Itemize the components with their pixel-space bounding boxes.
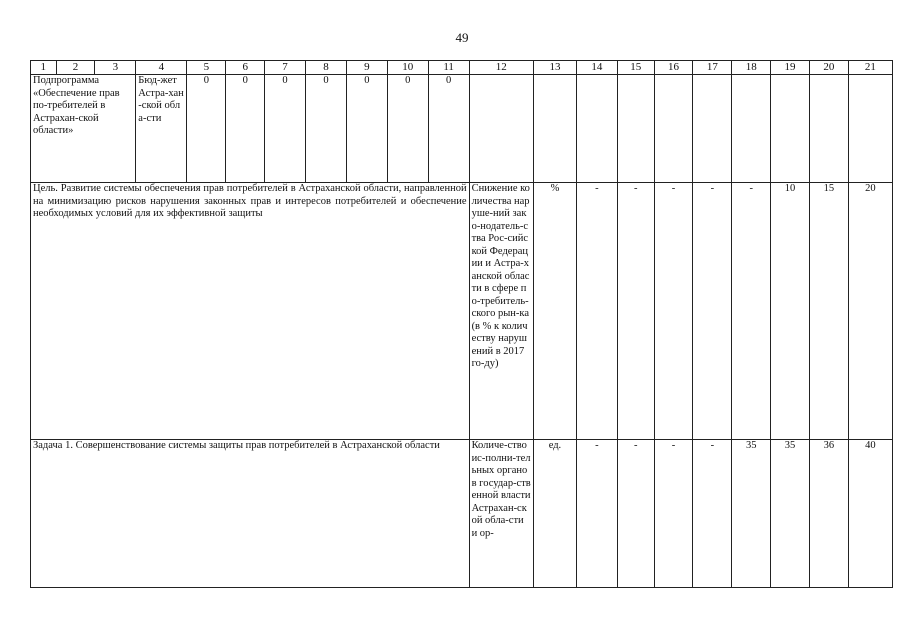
column-header: 14: [576, 61, 617, 75]
column-header: 20: [809, 61, 848, 75]
column-header: 10: [387, 61, 428, 75]
value-cell: 0: [265, 75, 306, 183]
column-header: 11: [428, 61, 469, 75]
value-cell: -: [617, 440, 654, 588]
budget-source-cell: Бюд-жет Астра-хан-ской обла-сти: [136, 75, 187, 183]
value-cell: 20: [848, 183, 892, 440]
subprogram-name-cell: Подпрограмма «Обеспечение прав по-требителей в Астрахан-ской области»: [31, 75, 136, 183]
value-cell: 0: [226, 75, 265, 183]
column-header: 3: [95, 61, 136, 75]
column-header: 8: [306, 61, 347, 75]
column-header: 6: [226, 61, 265, 75]
column-header: 19: [771, 61, 810, 75]
empty-cell: [848, 75, 892, 183]
unit-cell: ед.: [533, 440, 576, 588]
column-header: 17: [693, 61, 732, 75]
empty-cell: [617, 75, 654, 183]
column-header: 5: [187, 61, 226, 75]
value-cell: 0: [187, 75, 226, 183]
task-text-cell: Задача 1. Совершенствование системы защиты прав потребителей в Астраханской области: [31, 440, 470, 588]
value-cell: -: [654, 440, 693, 588]
empty-cell: [533, 75, 576, 183]
column-header: 13: [533, 61, 576, 75]
value-cell: 35: [732, 440, 771, 588]
value-cell: 15: [809, 183, 848, 440]
indicator-cell: Количе-ство ис-полни-тельных органов государ-ственной власти Астрахан-ской обла-сти и ор-: [469, 440, 533, 588]
value-cell: 0: [428, 75, 469, 183]
empty-cell: [654, 75, 693, 183]
column-header: 9: [346, 61, 387, 75]
value-cell: 40: [848, 440, 892, 588]
table-row-subprogram: [31, 75, 893, 183]
indicator-table: [30, 60, 893, 588]
value-cell: -: [617, 183, 654, 440]
column-header: 18: [732, 61, 771, 75]
table-header-row: [31, 61, 893, 75]
value-cell: 35: [771, 440, 810, 588]
value-cell: 36: [809, 440, 848, 588]
value-cell: -: [576, 440, 617, 588]
value-cell: -: [693, 440, 732, 588]
value-cell: 10: [771, 183, 810, 440]
column-header: 21: [848, 61, 892, 75]
empty-cell: [732, 75, 771, 183]
empty-cell: [771, 75, 810, 183]
value-cell: 0: [346, 75, 387, 183]
empty-cell: [576, 75, 617, 183]
value-cell: -: [576, 183, 617, 440]
page-number: 49: [455, 30, 469, 45]
column-header: 4: [136, 61, 187, 75]
value-cell: 0: [306, 75, 347, 183]
column-header: 2: [56, 61, 95, 75]
value-cell: 0: [387, 75, 428, 183]
unit-cell: %: [533, 183, 576, 440]
column-header: 1: [31, 61, 57, 75]
column-header: 12: [469, 61, 533, 75]
indicator-cell: Снижение количества наруше-ний зако-нодатель-ства Рос-сийской Федерации и Астра-ханской области в сфере по-требитель-ского рын-ка (в % к количеству нарушений в 2017 го-ду): [469, 183, 533, 440]
empty-cell: [809, 75, 848, 183]
value-cell: -: [654, 183, 693, 440]
column-header: 16: [654, 61, 693, 75]
column-header: 15: [617, 61, 654, 75]
table-row-task: [31, 440, 893, 588]
goal-text-cell: Цель. Развитие системы обеспечения прав потребителей в Астраханской области, направленной на минимизацию рисков нарушения законных прав и интересов потребителей и обеспечение необходимых условий для их эффективной защиты: [31, 183, 470, 440]
value-cell: -: [732, 183, 771, 440]
empty-cell: [693, 75, 732, 183]
column-header: 7: [265, 61, 306, 75]
table-row-goal: [31, 183, 893, 440]
empty-cell: [469, 75, 533, 183]
value-cell: -: [693, 183, 732, 440]
